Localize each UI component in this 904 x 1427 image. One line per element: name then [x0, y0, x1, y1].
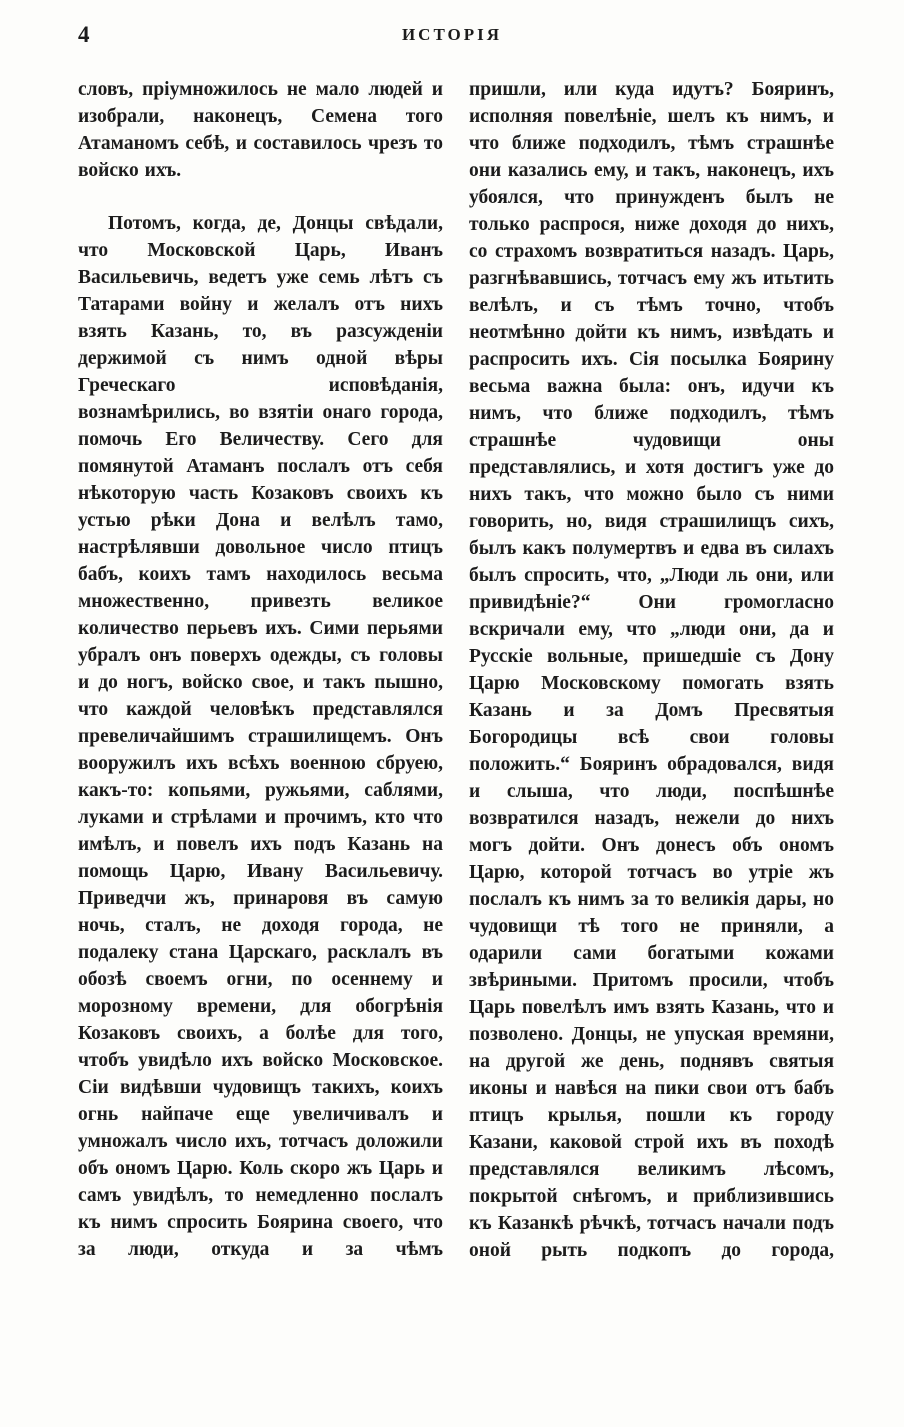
- running-header: ИСТОРІЯ: [401, 25, 503, 44]
- paragraph: Потомъ, когда, де, Донцы свѣдали, что Московской Царь, Иванъ Васильевичь, ведетъ уже семь лѣтъ съ Татарами войну и желалъ отъ нихъ взять Казань, то, въ разсужденіи держимой съ нимъ одной вѣры Греческаго исповѣданія, вознамѣрились, во взятіи онаго города, помочь Его Величеству. Сего для помянутой Атаманъ послалъ отъ себя нѣкоторую часть Козаковъ своихъ къ устью рѣки Дона и велѣлъ тамо, настрѣлявши довольное число птицъ бабъ, коихъ тамъ находилось весьма множественно, привезть великое количество перьевъ ихъ. Сими перьями убралъ онъ поверхъ одежды, съ головы и до ногъ, войско свое, и такъ пышно, что каждой человѣкъ представлялся превеличайшимъ страшилищемъ. Онъ вооружилъ ихъ всѣхъ военною сбруею, какъ-то: копьями, ружьями, саблями, луками и стрѣлами и прочимъ, кто что имѣлъ, и повелъ ихъ подъ Казань на помощь Царю, Ивану Васильевичу. Приведчи жъ, принаровя въ самую ночь, сталъ, не доходя города, не подалеку стана Царскаго, расклалъ въ обозѣ своемъ огни, по осеннему и морозному времени, для обогрѣнія Козаковъ своихъ, а болѣе для того, чтобъ увидѣло ихъ войско Московское. Сіи видѣвши чудовищъ такихъ, коихъ огнь найпаче еще увеличивалъ и умножалъ число ихъ, тотчасъ доложили объ ономъ Царю. Коль скоро жъ Царь и самъ увидѣлъ, то немедленно послалъ къ нимъ спросить Боярина своего, что за люди, откуда и за чѣмъ: [78, 213, 443, 1260]
- text-columns: [78, 76, 834, 1264]
- paragraph-continuation: пришли, или куда идутъ? Бояринъ, исполняя повелѣніе, шелъ къ нимъ, и что ближе подходилъ, тѣмъ страшнѣе они казались ему, и такъ, наконецъ, ихъ убоялся, что принужденъ былъ не только распрося, ниже доходя до нихъ, со страхомъ возвратиться назадъ. Царь, разгнѣвавшись, тотчасъ ему жъ итьтить велѣлъ, и съ тѣмъ точно, чтобъ неотмѣнно дойти къ нимъ, извѣдать и распросить ихъ. Сія посылка Боярину весьма важна была: онъ, идучи къ нимъ, что ближе подходилъ, тѣмъ страшнѣе чудовищи оны представлялись, и хотя достигъ уже до нихъ такъ, что можно было съ ними говорить, но, видя страшилищъ сихъ, былъ какъ полумертвъ и едва въ силахъ былъ спросить, что, „Люди ль они, или привидѣніе?“ Они громогласно вскричали ему, что „люди они, да и Русскіе вольные, пришедшіе съ Дону Царю Московскому помогать взять Казань и за Домъ Пресвятыя Богородицы всѣ свои головы положить.“ Бояринъ обрадовался, видя и слыша, что люди, поспѣшнѣе возвратился назадъ, нежели до нихъ могъ дойти. Онъ донесъ объ ономъ Царю, которой тотчасъ во утріе жъ послалъ къ нимъ за то великія дары, но чудовищи тѣ того не приняли, а одарили сами богатыми кожами звѣриными. Притомъ просили, чтобъ Царь повелѣлъ имъ взять Казань, что и позволено. Донцы, не упуская времяни, на другой же день, поднявъ святыя иконы и навѣся на пики свои отъ бабъ птицъ крылья, пошли къ городу Казани, каковой строй ихъ въ походѣ представлялся великимъ лѣсомъ, покрытой снѣгомъ, и приблизившись къ Казанкѣ рѣчкѣ, тотчасъ начали подъ оной рыть подкопъ до города,: [469, 79, 834, 1261]
- page-header: [0, 22, 904, 56]
- page-number: 4: [78, 22, 90, 47]
- left-column: [78, 76, 443, 1264]
- right-column: [469, 76, 834, 1264]
- paragraph-continuation: словъ, пріумножилось не мало людей и изобрали, наконецъ, Семена того Атаманомъ себѣ, и составилось чрезъ то войско ихъ.: [78, 79, 443, 181]
